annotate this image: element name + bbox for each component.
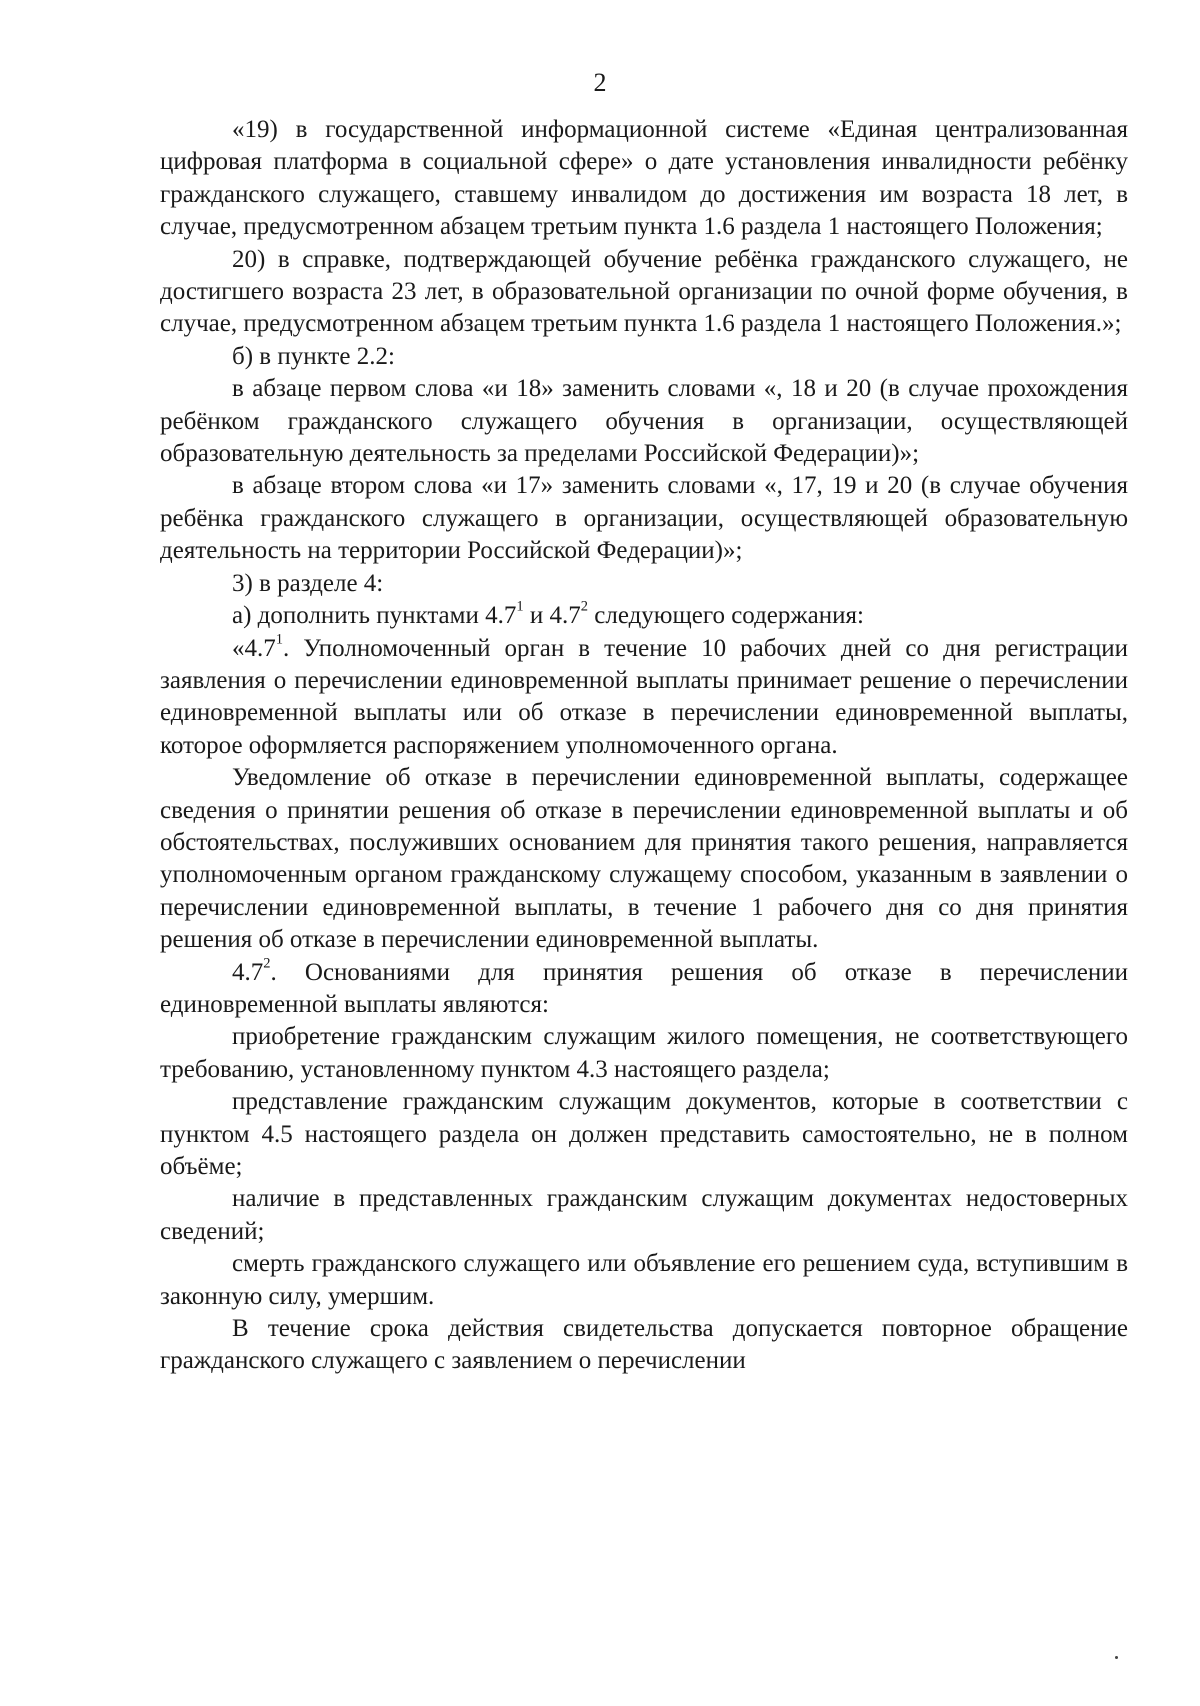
page-number: 2 (593, 68, 607, 97)
paragraph-item-19: «19) в государственной информационной системе «Единая централизованная цифровая платформа в социальной сфере» о дате установления инвалидности ребёнку гражданского служащего, ставшему инвалидом до достижения им возраста 18 лет, в случае, предусмотренном абзацем третьим пункта 1.6 раздела 1 настоящего Положения; (160, 116, 1128, 241)
paragraph-ground-2: представление гражданским служащим документов, которые в соответствии с пунктом 4.5 настоящего раздела он должен представить самостоятельно, не в полном объёме; (160, 1088, 1128, 1180)
paragraph-subitem-a: а) дополнить пунктами $4.7^1$ и $4.7^2$ следующего содержания: (232, 598, 864, 630)
document-body (160, 114, 1128, 1378)
paragraph-abzac-second: в абзаце втором слова «и 17» заменить словами «, 17, 19 и 20 (в случае обучения ребёнка гражданского служащего в организации, осуществляющей образовательную деятельность на территории Российской Федерации)»; (160, 472, 1128, 565)
paragraph-notification: Уведомление об отказе в перечислении единовременной выплаты, содержащее сведения о принятии решения об отказе в перечислении единовременной выплаты и об обстоятельствах, послуживших основанием для принятия такого решения, направляется уполномоченным органом гражданскому служащему способом, указанным в заявлении о перечислении единовременной выплаты, в течение 1 рабочего дня со дня принятия решения об отказе в перечислении единовременной выплаты. (160, 764, 1128, 954)
paragraph-subitem-b: б) в пункте 2.2: (232, 342, 395, 370)
scan-speck (1115, 1656, 1118, 1659)
paragraph-ground-3: наличие в представленных гражданским служащим документах недостоверных сведений; (160, 1185, 1128, 1245)
paragraph-ground-4: смерть гражданского служащего или объявление его решением суда, вступившим в законную силу, умершим. (160, 1250, 1128, 1310)
paragraph-repeat-application: В течение срока действия свидетельства допускается повторное обращение гражданского служащего с заявлением о перечислении (160, 1315, 1128, 1375)
paragraph-abzac-first: в абзаце первом слова «и 18» заменить словами «, 18 и 20 (в случае прохождения ребёнком гражданского служащего обучения в организации, осуществляющей образовательную деятельность за пределами Российской Федерации)»; (160, 375, 1128, 468)
paragraph-point-4-7-2: $4.7^2$. Основаниями для принятия решения об отказе в перечислении единовременной выплаты являются: (160, 955, 1128, 1018)
paragraph-ground-1: приобретение гражданским служащим жилого помещения, не соответствующего требованию, установленному пунктом 4.3 настоящего раздела; (160, 1023, 1128, 1083)
paragraph-point-4-7-1: «$4.7^1$. Уполномоченный орган в течение 10 рабочих дней со дня регистрации заявления о перечислении единовременной выплаты принимает решение о перечислении единовременной выплаты или об отказе в перечислении единовременной выплаты, которое оформляется распоряжением уполномоченного органа. (160, 631, 1128, 759)
paragraph-item-20: 20) в справке, подтверждающей обучение ребёнка гражданского служащего, не достигшего возраста 23 лет, в образовательной организации по очной форме обучения, в случае, предусмотренном абзацем третьим пункта 1.6 раздела 1 настоящего Положения.»; (160, 245, 1128, 338)
paragraph-section-4: 3) в разделе 4: (232, 569, 384, 597)
